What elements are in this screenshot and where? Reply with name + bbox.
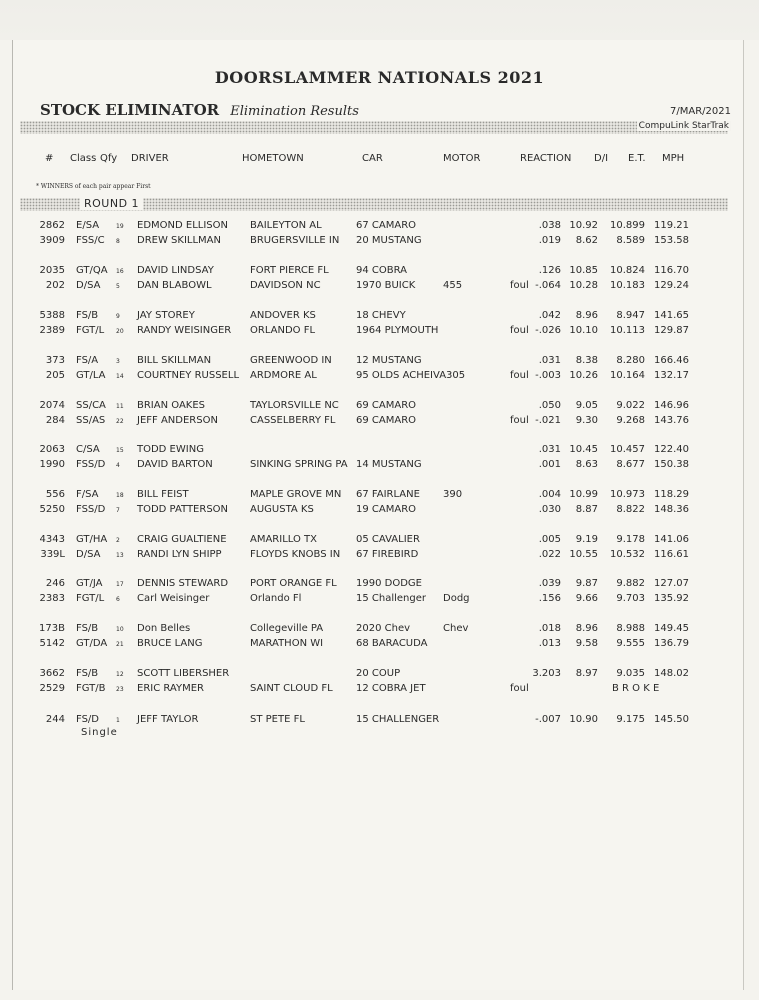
cell-car: 05 CAVALIER xyxy=(356,534,420,545)
cell-mph: 119.21 xyxy=(654,220,689,231)
event-date: 7/MAR/2021 xyxy=(670,106,731,117)
cell-num: 5250 xyxy=(39,504,65,515)
cell-driver: JAY STOREY xyxy=(137,310,195,321)
cell-cls: FGT/L xyxy=(76,325,105,336)
results-type: Elimination Results xyxy=(230,104,359,119)
cell-et: 8.947 xyxy=(616,310,645,321)
cell-car: 67 CAMARO xyxy=(356,220,417,231)
cell-mph: 135.92 xyxy=(654,593,689,604)
cell-cls: D/SA xyxy=(76,549,101,560)
cell-driver: DAN BLABOWL xyxy=(137,280,212,291)
cell-num: 5142 xyxy=(39,638,65,649)
cell-cls: FS/B xyxy=(76,310,99,321)
cell-di: 8.87 xyxy=(575,504,598,515)
cell-rt: -.064 xyxy=(535,280,561,291)
cell-car: 1990 DODGE xyxy=(356,578,422,589)
cell-mph: 129.87 xyxy=(654,325,689,336)
cell-town: FORT PIERCE FL xyxy=(250,265,329,276)
cell-num: 2862 xyxy=(39,220,65,231)
cell-et: 10.824 xyxy=(610,265,645,276)
cell-town: PORT ORANGE FL xyxy=(250,578,337,589)
cell-num: 2383 xyxy=(39,593,65,604)
cell-town: AMARILLO TX xyxy=(250,534,318,545)
cell-qfy: 8 xyxy=(116,238,120,245)
cell-di: 8.62 xyxy=(575,235,598,246)
cell-car: 95 OLDS ACHEIVA305 xyxy=(356,370,466,381)
cell-car: 15 CHALLENGER xyxy=(356,714,440,725)
cell-qfy: 16 xyxy=(116,268,124,275)
cell-mph: 116.61 xyxy=(654,549,689,560)
cell-driver: RANDI LYN SHIPP xyxy=(137,549,222,560)
cell-driver: JEFF TAYLOR xyxy=(137,714,199,725)
table-row xyxy=(0,370,759,385)
cell-et: 9.268 xyxy=(616,415,645,426)
cell-motor: 390 xyxy=(443,489,463,500)
cell-et: 9.175 xyxy=(616,714,645,725)
table-row xyxy=(0,325,759,340)
cell-di: 8.97 xyxy=(575,668,598,679)
col-mph: MPH xyxy=(662,153,685,164)
cell-cls: GT/JA xyxy=(76,578,103,589)
cell-di: 10.10 xyxy=(569,325,598,336)
cell-cls: E/SA xyxy=(76,220,100,231)
cell-rt: .042 xyxy=(538,310,561,321)
cell-rt: .022 xyxy=(538,549,561,560)
cell-mph: 149.45 xyxy=(654,623,689,634)
top-margin xyxy=(0,0,759,40)
cell-di: 8.38 xyxy=(575,355,598,366)
col-class: Class xyxy=(70,153,97,164)
cell-cls: C/SA xyxy=(76,444,100,455)
round-label: ROUND 1 xyxy=(80,197,143,210)
cell-rt: .039 xyxy=(538,578,561,589)
cell-cls: GT/LA xyxy=(76,370,106,381)
col-hometown: HOMETOWN xyxy=(242,153,304,164)
cell-et: 9.555 xyxy=(616,638,645,649)
cell-cls: FS/B xyxy=(76,668,99,679)
cell-foul: foul xyxy=(510,683,529,694)
cell-num: 244 xyxy=(45,714,65,725)
cell-driver: DREW SKILLMAN xyxy=(137,235,221,246)
cell-rt: .050 xyxy=(538,400,561,411)
table-row xyxy=(0,265,759,280)
cell-car: 19 CAMARO xyxy=(356,504,417,515)
eliminator-name: STOCK ELIMINATOR xyxy=(40,101,220,119)
cell-num: 373 xyxy=(45,355,65,366)
cell-cls: GT/DA xyxy=(76,638,108,649)
cell-car: 15 Challenger xyxy=(356,593,427,604)
table-row xyxy=(0,489,759,504)
cell-di: 10.85 xyxy=(569,265,598,276)
col-qfy: Qfy xyxy=(100,153,118,164)
cell-mph: 153.58 xyxy=(654,235,689,246)
cell-town: MARATHON WI xyxy=(250,638,324,649)
cell-town: ARDMORE AL xyxy=(250,370,317,381)
cell-driver: JEFF ANDERSON xyxy=(137,415,218,426)
cell-et: 8.677 xyxy=(616,459,645,470)
cell-driver: EDMOND ELLISON xyxy=(137,220,228,231)
cell-driver: SCOTT LIBERSHER xyxy=(137,668,230,679)
cell-rt: -.003 xyxy=(535,370,561,381)
cell-et: 8.280 xyxy=(616,355,645,366)
cell-di: 8.96 xyxy=(575,623,598,634)
col-car: CAR xyxy=(362,153,383,164)
cell-qfy: 6 xyxy=(116,596,120,603)
cell-rt: .013 xyxy=(538,638,561,649)
cell-town: AUGUSTA KS xyxy=(250,504,314,515)
cell-rt: .019 xyxy=(538,235,561,246)
dotted-divider xyxy=(20,121,728,134)
cell-rt: .126 xyxy=(538,265,561,276)
cell-mph: 143.76 xyxy=(654,415,689,426)
cell-num: 5388 xyxy=(39,310,65,321)
cell-rt: -.021 xyxy=(535,415,561,426)
cell-mph: 145.50 xyxy=(654,714,689,725)
cell-et: 9.703 xyxy=(616,593,645,604)
cell-qfy: 18 xyxy=(116,492,124,499)
cell-town: BAILEYTON AL xyxy=(250,220,322,231)
cell-num: 3909 xyxy=(39,235,65,246)
cell-num: 246 xyxy=(45,578,65,589)
cell-driver: CRAIG GUALTIENE xyxy=(137,534,227,545)
cell-cls: FGT/B xyxy=(76,683,106,694)
cell-town: SINKING SPRING PA xyxy=(250,459,348,470)
winners-note: * WINNERS of each pair appear First xyxy=(36,183,151,190)
cell-di: 10.92 xyxy=(569,220,598,231)
cell-di: 10.28 xyxy=(569,280,598,291)
cell-mph: 150.38 xyxy=(654,459,689,470)
cell-num: 2035 xyxy=(39,265,65,276)
cell-cls: FSS/D xyxy=(76,459,106,470)
cell-rt: .004 xyxy=(538,489,561,500)
cell-rt: .156 xyxy=(538,593,561,604)
cell-driver: COURTNEY RUSSELL xyxy=(137,370,240,381)
cell-cls: GT/HA xyxy=(76,534,108,545)
cell-et: 10.164 xyxy=(610,370,645,381)
table-row xyxy=(0,444,759,459)
cell-foul: foul xyxy=(510,370,529,381)
cell-di: 8.96 xyxy=(575,310,598,321)
col-di: D/I xyxy=(594,153,609,164)
cell-driver: ERIC RAYMER xyxy=(137,683,204,694)
cell-mph: 141.06 xyxy=(654,534,689,545)
col-num: # xyxy=(45,153,54,164)
cell-rt: -.026 xyxy=(535,325,561,336)
cell-cls: FS/A xyxy=(76,355,99,366)
cell-num: 556 xyxy=(45,489,65,500)
cell-driver: Don Belles xyxy=(137,623,191,634)
table-row xyxy=(0,280,759,295)
cell-cls: FS/B xyxy=(76,623,99,634)
cell-et: 9.178 xyxy=(616,534,645,545)
cell-mph: 136.79 xyxy=(654,638,689,649)
cell-et: 9.882 xyxy=(616,578,645,589)
cell-rt: .030 xyxy=(538,504,561,515)
cell-qfy: 12 xyxy=(116,671,124,678)
cell-di: 10.26 xyxy=(569,370,598,381)
cell-di: 9.58 xyxy=(575,638,598,649)
cell-mph: 118.29 xyxy=(654,489,689,500)
cell-motor: Chev xyxy=(443,623,469,634)
cell-qfy: 19 xyxy=(116,223,124,230)
cell-qfy: 15 xyxy=(116,447,124,454)
cell-driver: DENNIS STEWARD xyxy=(137,578,229,589)
cell-et: 10.973 xyxy=(610,489,645,500)
cell-mph: 122.40 xyxy=(654,444,689,455)
cell-car: 2020 Chev xyxy=(356,623,411,634)
cell-car: 1970 BUICK xyxy=(356,280,416,291)
cell-rt: .038 xyxy=(538,220,561,231)
cell-town: ANDOVER KS xyxy=(250,310,316,321)
cell-et: 9.035 xyxy=(616,668,645,679)
cell-qfy: 20 xyxy=(116,328,124,335)
cell-num: 205 xyxy=(45,370,65,381)
table-row xyxy=(0,400,759,415)
cell-mph: 127.07 xyxy=(654,578,689,589)
cell-cls: SS/AS xyxy=(76,415,106,426)
cell-qfy: 22 xyxy=(116,418,124,425)
cell-driver: DAVID LINDSAY xyxy=(137,265,214,276)
cell-mph: 166.46 xyxy=(654,355,689,366)
cell-car: 12 COBRA JET xyxy=(356,683,426,694)
cell-di: 9.66 xyxy=(575,593,598,604)
cell-foul: foul xyxy=(510,280,529,291)
cell-car: 20 COUP xyxy=(356,668,401,679)
cell-driver: TODD EWING xyxy=(137,444,204,455)
cell-qfy: 13 xyxy=(116,552,124,559)
cell-rt: .031 xyxy=(538,355,561,366)
cell-cls: FGT/L xyxy=(76,593,105,604)
cell-mph: 148.02 xyxy=(654,668,689,679)
cell-num: 1990 xyxy=(39,459,65,470)
cell-foul: foul xyxy=(510,415,529,426)
cell-rt: .031 xyxy=(538,444,561,455)
cell-num: 2389 xyxy=(39,325,65,336)
cell-car: 69 CAMARO xyxy=(356,415,417,426)
cell-mph: 146.96 xyxy=(654,400,689,411)
cell-di: 9.19 xyxy=(575,534,598,545)
cell-rt: .001 xyxy=(538,459,561,470)
cell-num: 4343 xyxy=(39,534,65,545)
table-row xyxy=(0,534,759,549)
cell-motor: 455 xyxy=(443,280,463,291)
cell-et: 9.022 xyxy=(616,400,645,411)
cell-car: 69 CAMARO xyxy=(356,400,417,411)
table-row xyxy=(0,683,759,698)
cell-town: Collegeville PA xyxy=(250,623,324,634)
cell-num: 3662 xyxy=(39,668,65,679)
table-row xyxy=(0,504,759,519)
cell-car: 94 COBRA xyxy=(356,265,408,276)
cell-town: DAVIDSON NC xyxy=(250,280,321,291)
cell-qfy: 11 xyxy=(116,403,124,410)
table-row xyxy=(0,220,759,235)
cell-town: MAPLE GROVE MN xyxy=(250,489,342,500)
cell-et: B R O K E xyxy=(612,683,660,694)
cell-et: 10.113 xyxy=(610,325,645,336)
table-row xyxy=(0,310,759,325)
cell-mph: 132.17 xyxy=(654,370,689,381)
cell-et: 10.183 xyxy=(610,280,645,291)
table-row xyxy=(0,593,759,608)
cell-cls: SS/CA xyxy=(76,400,106,411)
cell-et: 8.589 xyxy=(616,235,645,246)
cell-qfy: 9 xyxy=(116,313,120,320)
cell-di: 8.63 xyxy=(575,459,598,470)
cell-town: Orlando Fl xyxy=(250,593,302,604)
cell-qfy: 21 xyxy=(116,641,124,648)
cell-car: 68 BARACUDA xyxy=(356,638,428,649)
cell-driver: BILL FEIST xyxy=(137,489,189,500)
cell-di: 9.87 xyxy=(575,578,598,589)
table-row xyxy=(0,578,759,593)
table-row xyxy=(0,235,759,250)
cell-car: 67 FIREBIRD xyxy=(356,549,419,560)
cell-driver: BRUCE LANG xyxy=(137,638,203,649)
cell-rt: .018 xyxy=(538,623,561,634)
cell-di: 10.99 xyxy=(569,489,598,500)
cell-town: SAINT CLOUD FL xyxy=(250,683,333,694)
cell-qfy: 23 xyxy=(116,686,124,693)
cell-num: 2074 xyxy=(39,400,65,411)
cell-cls: FSS/C xyxy=(76,235,105,246)
cell-qfy: 2 xyxy=(116,537,120,544)
cell-qfy: 7 xyxy=(116,507,120,514)
col-et: E.T. xyxy=(628,153,646,164)
cell-town: GREENWOOD IN xyxy=(250,355,332,366)
table-row xyxy=(0,623,759,638)
cell-driver: BRIAN OAKES xyxy=(137,400,206,411)
cell-et: 8.988 xyxy=(616,623,645,634)
cell-cls: GT/QA xyxy=(76,265,108,276)
cell-rt: .005 xyxy=(538,534,561,545)
software-credit: CompuLink StarTrak xyxy=(638,121,729,131)
cell-di: 9.30 xyxy=(575,415,598,426)
cell-di: 9.05 xyxy=(575,400,598,411)
cell-cls: F/SA xyxy=(76,489,99,500)
cell-car: 12 MUSTANG xyxy=(356,355,422,366)
cell-cls: FS/D xyxy=(76,714,99,725)
cell-car: 67 FAIRLANE xyxy=(356,489,420,500)
cell-mph: 148.36 xyxy=(654,504,689,515)
cell-num: 202 xyxy=(45,280,65,291)
cell-et: 8.822 xyxy=(616,504,645,515)
cell-town: TAYLORSVILLE NC xyxy=(250,400,339,411)
single-label: Single xyxy=(81,727,118,738)
cell-town: CASSELBERRY FL xyxy=(250,415,336,426)
cell-car: 20 MUSTANG xyxy=(356,235,422,246)
cell-town: ST PETE FL xyxy=(250,714,305,725)
cell-cls: FSS/D xyxy=(76,504,106,515)
cell-et: 10.532 xyxy=(610,549,645,560)
cell-num: 284 xyxy=(45,415,65,426)
cell-di: 10.90 xyxy=(569,714,598,725)
cell-town: ORLANDO FL xyxy=(250,325,316,336)
col-reaction: REACTION xyxy=(520,153,572,164)
cell-town: BRUGERSVILLE IN xyxy=(250,235,340,246)
cell-car: 14 MUSTANG xyxy=(356,459,422,470)
cell-driver: BILL SKILLMAN xyxy=(137,355,212,366)
event-title: DOORSLAMMER NATIONALS 2021 xyxy=(214,68,545,87)
table-row xyxy=(0,415,759,430)
cell-mph: 141.65 xyxy=(654,310,689,321)
cell-mph: 116.70 xyxy=(654,265,689,276)
table-row xyxy=(0,459,759,474)
cell-qfy: 5 xyxy=(116,283,120,290)
cell-driver: RANDY WEISINGER xyxy=(137,325,232,336)
cell-rt: -.007 xyxy=(535,714,561,725)
cell-town: FLOYDS KNOBS IN xyxy=(250,549,341,560)
cell-motor: Dodg xyxy=(443,593,470,604)
cell-driver: TODD PATTERSON xyxy=(137,504,229,515)
cell-cls: D/SA xyxy=(76,280,101,291)
cell-car: 18 CHEVY xyxy=(356,310,406,321)
table-row xyxy=(0,668,759,683)
cell-qfy: 14 xyxy=(116,373,124,380)
cell-qfy: 17 xyxy=(116,581,124,588)
cell-di: 10.55 xyxy=(569,549,598,560)
cell-qfy: 4 xyxy=(116,462,120,469)
cell-driver: DAVID BARTON xyxy=(137,459,213,470)
cell-qfy: 3 xyxy=(116,358,120,365)
cell-et: 10.899 xyxy=(610,220,645,231)
cell-num: 2529 xyxy=(39,683,65,694)
col-motor: MOTOR xyxy=(443,153,481,164)
eliminator-heading xyxy=(40,100,359,119)
cell-car: 1964 PLYMOUTH xyxy=(356,325,439,336)
cell-qfy: 10 xyxy=(116,626,124,633)
cell-num: 339L xyxy=(40,549,65,560)
table-row xyxy=(0,549,759,564)
cell-rt: 3.203 xyxy=(532,668,561,679)
cell-num: 173B xyxy=(39,623,65,634)
table-row xyxy=(0,355,759,370)
cell-di: 10.45 xyxy=(569,444,598,455)
cell-et: 10.457 xyxy=(610,444,645,455)
col-driver: DRIVER xyxy=(131,153,169,164)
cell-mph: 129.24 xyxy=(654,280,689,291)
cell-driver: Carl Weisinger xyxy=(137,593,210,604)
cell-foul: foul xyxy=(510,325,529,336)
cell-num: 2063 xyxy=(39,444,65,455)
table-row xyxy=(0,638,759,653)
cell-qfy: 1 xyxy=(116,717,120,724)
